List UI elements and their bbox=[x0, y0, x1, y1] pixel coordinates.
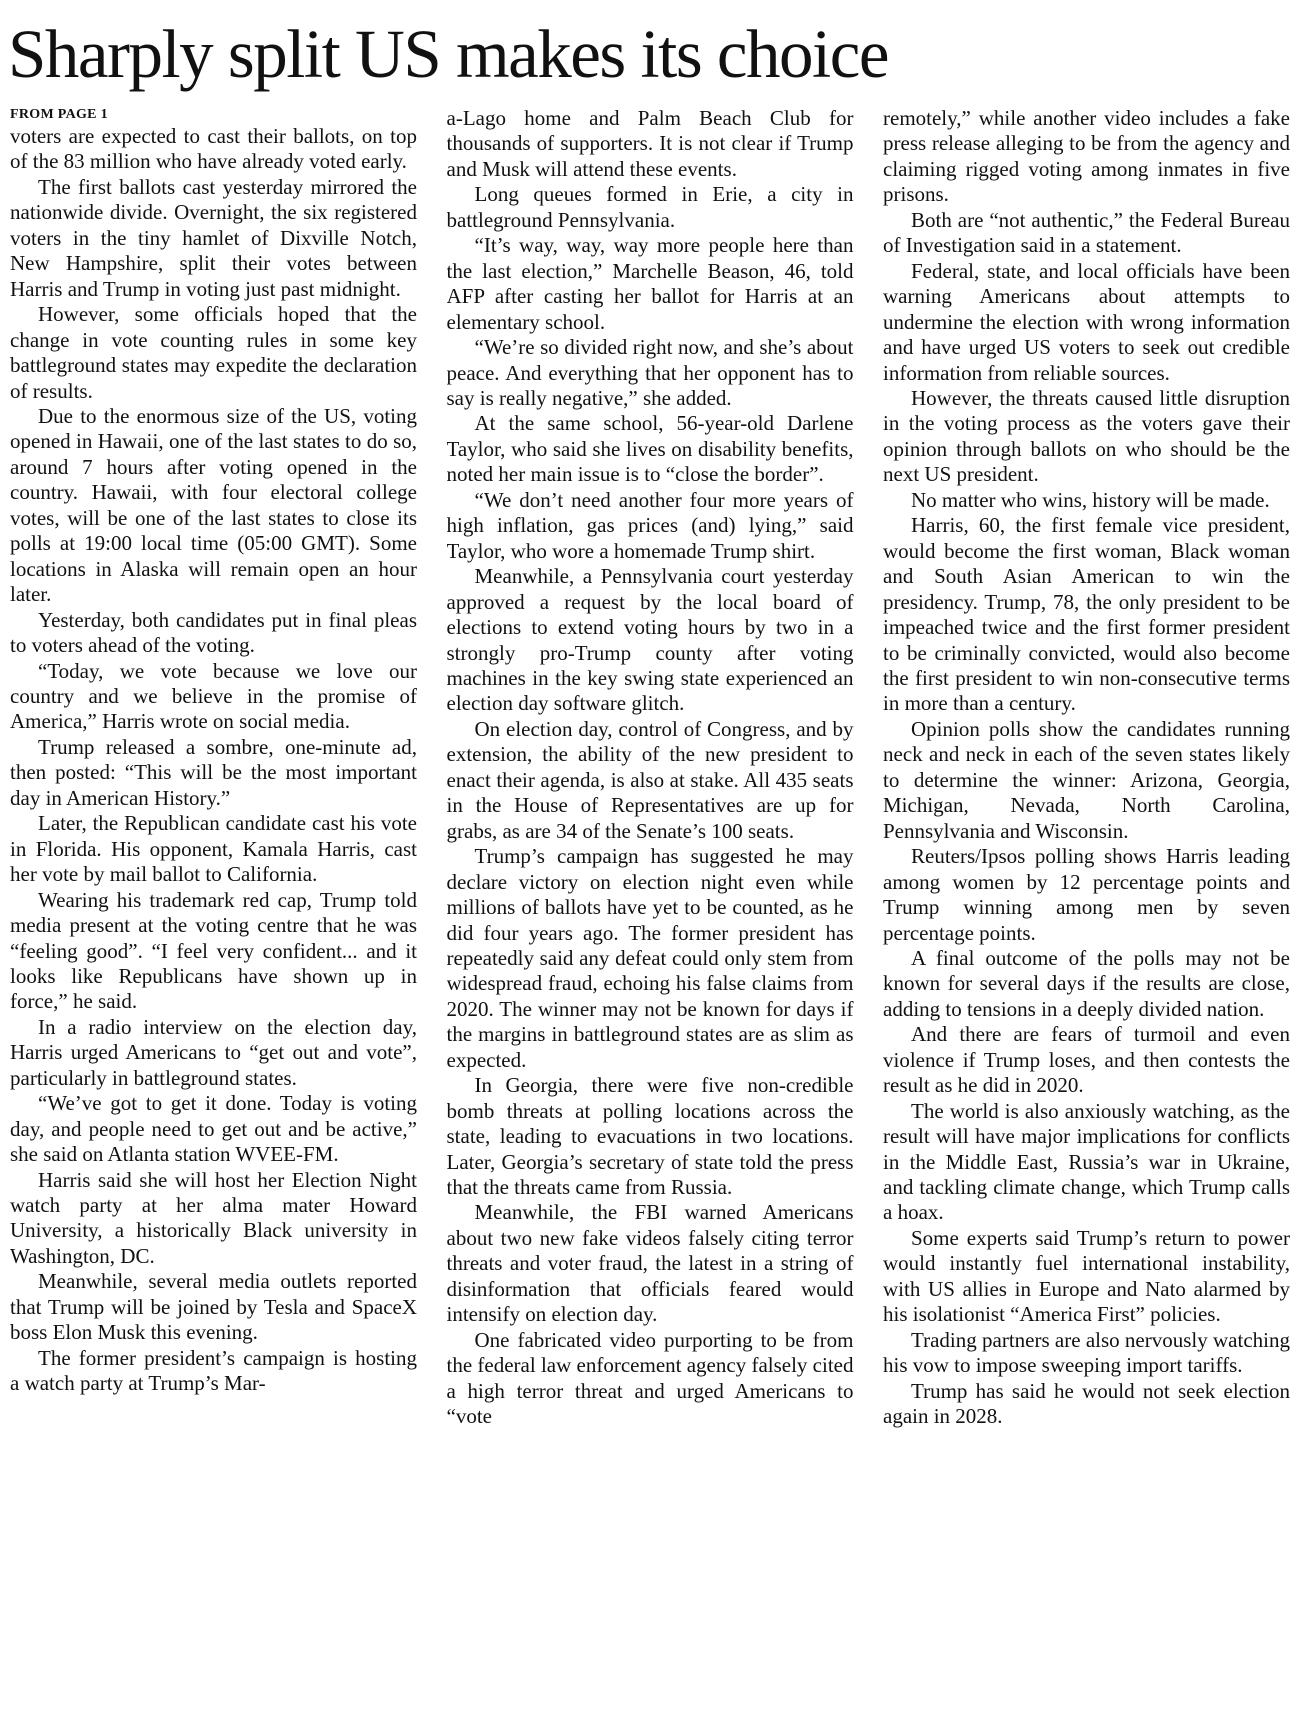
paragraph: Harris, 60, the first female vice president, would become the first woman, Black woman and South Asian American to win the presidency. Trump, 78, the only president to be impeached twice and the first former president to be criminally convicted, would also become the first president to win non-consecutive terms in more than a century. bbox=[883, 513, 1290, 716]
paragraph: Meanwhile, several media outlets reported that Trump will be joined by Tesla and SpaceX boss Elon Musk this evening. bbox=[10, 1269, 417, 1345]
paragraph: Trump has said he would not seek election again in 2028. bbox=[883, 1378, 1290, 1429]
paragraph: remotely,” while another video includes a fake press release alleging to be from the agency and claiming rigged voting among inmates in five prisons. bbox=[883, 106, 1290, 207]
paragraph: Long queues formed in Erie, a city in battleground Pennsylvania. bbox=[446, 182, 854, 232]
paragraph: voters are expected to cast their ballots, on top of the 83 million who have already voted early. bbox=[10, 124, 417, 174]
paragraph: “It’s way, way, way more people here than the last election,” Marchelle Beason, 46, told AFP after casting her ballot for Harris at an elementary school. bbox=[446, 233, 854, 334]
paragraph: a-Lago home and Palm Beach Club for thousands of supporters. It is not clear if Trump and Musk will attend these events. bbox=[446, 106, 854, 181]
paragraph: Yesterday, both candidates put in final pleas to voters ahead of the voting. bbox=[10, 607, 417, 658]
continuation-kicker: FROM PAGE 1 bbox=[10, 107, 108, 122]
paragraph: Federal, state, and local officials have been warning Americans about attempts to undermine the election with wrong information and have urged US voters to seek out credible information from reliable sources. bbox=[883, 258, 1290, 385]
paragraph: Harris said she will host her Election Night watch party at her alma mater Howard University, a historically Black university in Washington, DC. bbox=[10, 1167, 417, 1268]
paragraph: Meanwhile, the FBI warned Americans about two new fake videos falsely citing terror threats and voter fraud, the latest in a string of disinformation that officials feared would intensify on election day. bbox=[446, 1200, 854, 1327]
paragraph: Reuters/Ipsos polling shows Harris leading among women by 12 percentage points and Trump winning among men by seven percentage points. bbox=[883, 844, 1290, 945]
paragraph: A final outcome of the polls may not be known for several days if the results are close, adding to tensions in a deeply divided nation. bbox=[883, 945, 1290, 1021]
article-column-2 bbox=[447, 106, 854, 1706]
paragraph: Later, the Republican candidate cast his vote in Florida. His opponent, Kamala Harris, cast her vote by mail ballot to California. bbox=[10, 811, 417, 887]
paragraph: Meanwhile, a Pennsylvania court yesterday approved a request by the local board of elections to extend voting hours by two in a strongly pro-Trump county after voting machines in the key swing state experienced an election day software glitch. bbox=[446, 564, 854, 716]
paragraph: In Georgia, there were five non-credible bomb threats at polling locations across the state, leading to evacuations in two locations. Later, Georgia’s secretary of state told the press that the threats came from Russia. bbox=[446, 1073, 854, 1200]
paragraph: Wearing his trademark red cap, Trump told media present at the voting centre that he was “feeling good”. “I feel very confident... and it looks like Republicans have shown up in force,” he said. bbox=[10, 887, 417, 1014]
article-column-3 bbox=[883, 106, 1290, 1706]
paragraph: “We’ve got to get it done. Today is voting day, and people need to get out and be active,” she said on Atlanta station WVEE-FM. bbox=[10, 1091, 417, 1167]
paragraph: At the same school, 56-year-old Darlene Taylor, who said she lives on disability benefits, noted her main issue is to “close the border”. bbox=[446, 411, 854, 487]
paragraph: “We don’t need another four more years of high inflation, gas prices (and) lying,” said Taylor, who wore a homemade Trump shirt. bbox=[446, 487, 854, 563]
paragraph: One fabricated video purporting to be from the federal law enforcement agency falsely cited a high terror threat and urged Americans to “vote bbox=[446, 1327, 854, 1429]
paragraph: The first ballots cast yesterday mirrored the nationwide divide. Overnight, the six registered voters in the tiny hamlet of Dixville Notch, New Hampshire, split their votes between Harris and Trump in voting just past midnight. bbox=[10, 174, 417, 301]
paragraph: The world is also anxiously watching, as the result will have major implications for conflicts in the Middle East, Russia’s war in Ukraine, and tackling climate change, which Trump calls a hoax. bbox=[883, 1098, 1290, 1225]
headline: Sharply split US makes its choice bbox=[8, 16, 888, 92]
paragraph: In a radio interview on the election day, Harris urged Americans to “get out and vote”, particularly in battleground states. bbox=[10, 1014, 417, 1090]
paragraph: The former president’s campaign is hosting a watch party at Trump’s Mar- bbox=[10, 1345, 417, 1396]
paragraph: Trump released a sombre, one-minute ad, then posted: “This will be the most important day in American History.” bbox=[10, 734, 417, 810]
paragraph: No matter who wins, history will be made. bbox=[911, 487, 1270, 512]
paragraph: And there are fears of turmoil and even violence if Trump loses, and then contests the result as he did in 2020. bbox=[883, 1022, 1290, 1098]
paragraph: Opinion polls show the candidates running neck and neck in each of the seven states likely to determine the winner: Arizona, Georgia, Michigan, Nevada, North Carolina, Pennsylvania and Wisconsin. bbox=[883, 716, 1290, 843]
paragraph: However, some officials hoped that the change in vote counting rules in some key battleground states may expedite the declaration of results. bbox=[10, 302, 417, 403]
paragraph: Due to the enormous size of the US, voting opened in Hawaii, one of the last states to do so, around 7 hours after voting opened in the country. Hawaii, with four electoral college votes, will be one of the last states to close its polls at 19:00 local time (05:00 GMT). Some locations in Alaska will remain open an hour later. bbox=[10, 403, 417, 607]
paragraph: Both are “not authentic,” the Federal Bureau of Investigation said in a statement. bbox=[883, 207, 1290, 258]
paragraph: Trump’s campaign has suggested he may declare victory on election night even while millions of ballots have yet to be counted, as he did four years ago. The former president has repeatedly said any defeat could only stem from widespread fraud, echoing his false claims from 2020. The winner may not be known for days if the margins in battleground states are as slim as expected. bbox=[446, 844, 854, 1072]
paragraph: “We’re so divided right now, and she’s about peace. And everything that her opponent has to say is really negative,” she added. bbox=[446, 335, 854, 410]
article-body bbox=[10, 106, 1290, 1706]
paragraph: On election day, control of Congress, and by extension, the ability of the new president to enact their agenda, is also at stake. All 435 seats in the House of Representatives are up for grabs, as are 34 of the Senate’s 100 seats. bbox=[446, 716, 854, 843]
paragraph: Trading partners are also nervously watching his vow to impose sweeping import tariffs. bbox=[883, 1327, 1290, 1378]
paragraph: Some experts said Trump’s return to power would instantly fuel international instability, with US allies in Europe and Nato alarmed by his isolationist “America First” policies. bbox=[883, 1225, 1290, 1327]
paragraph: However, the threats caused little disruption in the voting process as the voters gave their opinion through ballots on who should be the next US president. bbox=[883, 385, 1290, 487]
article-column-1 bbox=[10, 106, 417, 1706]
paragraph: “Today, we vote because we love our country and we believe in the promise of America,” Harris wrote on social media. bbox=[10, 658, 417, 734]
